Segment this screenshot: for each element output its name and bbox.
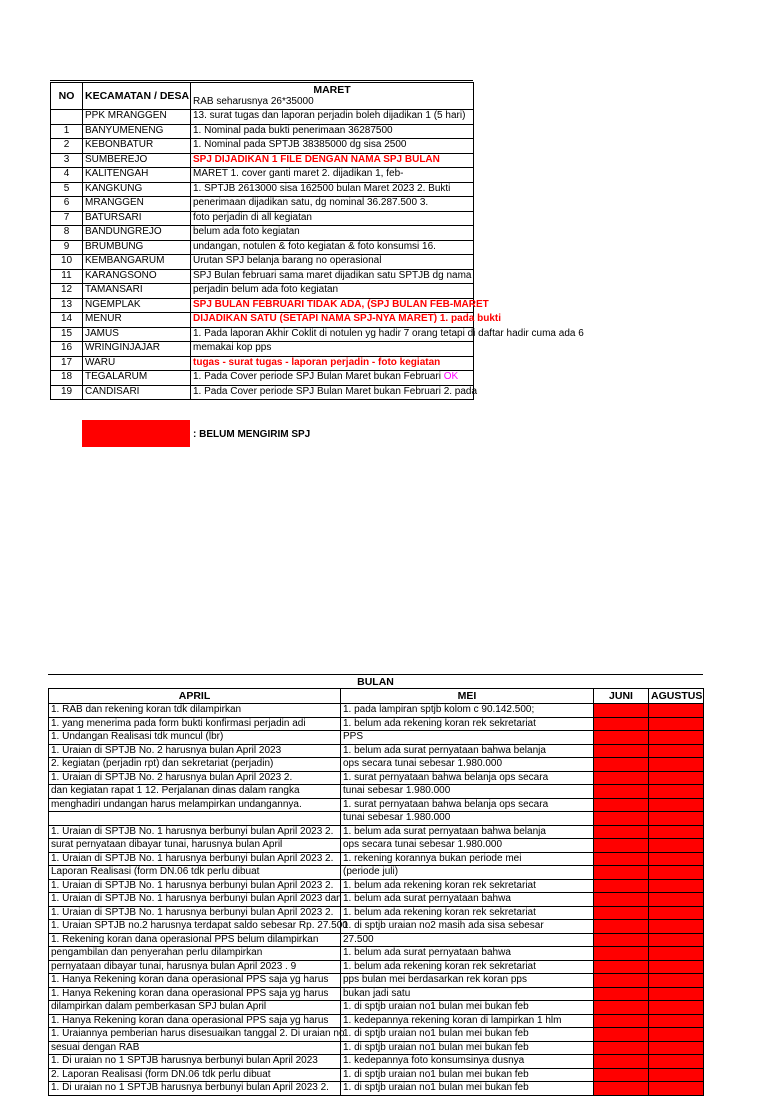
mei-note: 1. belum ada surat pernyataan bahwa belanja — [341, 744, 594, 758]
table-row — [49, 1068, 704, 1082]
maret-note — [191, 211, 474, 226]
maret-note — [191, 255, 474, 270]
april-note: dilampirkan dalam pemberkasan SPJ bulan April — [49, 1001, 341, 1015]
table-row — [51, 356, 474, 371]
agustus-status-cell — [649, 960, 704, 974]
mei-note: 1. belum ada surat pernyataan bahwa — [341, 893, 594, 907]
maret-note-text: penerimaan dijadikan satu, dg nominal 36.287.500 3. — [193, 197, 429, 208]
row-number: 9 — [51, 240, 83, 255]
mei-note: 1. surat pernyataan bahwa belanja ops secara — [341, 771, 594, 785]
juni-status-cell — [594, 1068, 649, 1082]
row-number: 3 — [51, 153, 83, 168]
table-row — [49, 798, 704, 812]
legend-swatch — [82, 420, 190, 447]
maret-note — [191, 284, 474, 299]
april-note: 1. Di uraian no 1 SPTJB harusnya berbunyi bulan April 2023 — [49, 1055, 341, 1069]
juni-status-cell — [594, 920, 649, 934]
juni-status-cell — [594, 758, 649, 772]
april-note: 1. Rekening koran dana operasional PPS belum dilampirkan — [49, 933, 341, 947]
agustus-status-cell — [649, 974, 704, 988]
ok-mark: OK — [443, 371, 459, 382]
agustus-status-cell — [649, 785, 704, 799]
maret-note-text: SPJ Bulan februari sama maret dijadikan satu SPTJB dg nama — [193, 269, 472, 281]
table-row — [49, 933, 704, 947]
table-row — [51, 197, 474, 212]
table-row — [51, 255, 474, 270]
maret-note-text: perjadin belum ada foto kegiatan — [193, 284, 339, 295]
maret-note-text: memakai kop pps — [193, 342, 272, 353]
mei-note: bukan jadi satu — [341, 987, 594, 1001]
header-kecamatan: KECAMATAN / DESA — [83, 83, 191, 110]
maret-note — [191, 327, 584, 342]
juni-status-cell — [594, 731, 649, 745]
table-row — [51, 182, 474, 197]
mei-note: tunai sebesar 1.980.000 — [341, 812, 594, 826]
maret-note — [191, 356, 474, 371]
juni-status-cell — [594, 825, 649, 839]
table-row — [49, 825, 704, 839]
juni-status-cell — [594, 960, 649, 974]
april-note: 1. Hanya Rekening koran dana operasional PPS saja yg harus — [49, 987, 341, 1001]
maret-note — [191, 226, 474, 241]
table-row — [49, 974, 704, 988]
mei-note: 1. pada lampiran sptjb kolom c 90.142.500; — [341, 704, 594, 718]
mei-note: 1. di sptjb uraian no2 masih ada sisa sebesar — [341, 920, 594, 934]
april-note: dan kegiatan rapat 1 12. Perjalanan dinas dalam rangka — [49, 785, 341, 799]
mei-note: 1. kedepannya rekening koran di lampirkan 1 hlm — [341, 1014, 594, 1028]
maret-note-text: Urutan SPJ belanja barang no operasional — [193, 255, 382, 266]
mei-note: PPS — [341, 731, 594, 745]
spj-maret-table — [50, 82, 584, 400]
table-row — [51, 313, 474, 328]
header-maret: MARET — [191, 83, 474, 97]
mei-note: 1. belum ada rekening koran rek sekretariat — [341, 960, 594, 974]
table-row — [49, 785, 704, 799]
maret-note — [191, 124, 474, 139]
juni-status-cell — [594, 1014, 649, 1028]
table-row — [49, 852, 704, 866]
maret-note — [191, 298, 489, 313]
mei-note: 1. rekening korannya bukan periode mei — [341, 852, 594, 866]
agustus-status-cell — [649, 920, 704, 934]
table-row — [51, 124, 474, 139]
mei-note: 1. di sptjb uraian no1 bulan mei bukan feb — [341, 1028, 594, 1042]
maret-note-text: 1. Pada Cover periode SPJ Bulan Maret bukan Februari — [193, 371, 441, 382]
april-note: 1. Uraian di SPTJB No. 1 harusnya berbunyi bulan April 2023 2. — [49, 852, 341, 866]
maret-note — [191, 385, 478, 400]
table-row — [51, 226, 474, 241]
april-note: 1. RAB dan rekening koran tdk dilampirkan — [49, 704, 341, 718]
mei-note: 1. belum ada rekening koran rek sekretariat — [341, 906, 594, 920]
mei-note: 1. belum ada surat pernyataan bahwa — [341, 947, 594, 961]
maret-note — [191, 269, 474, 284]
table-row — [51, 385, 474, 400]
april-note: 1. Di uraian no 1 SPTJB harusnya berbunyi bulan April 2023 2. — [49, 1082, 341, 1096]
row-number: 13 — [51, 298, 83, 313]
maret-note — [191, 371, 474, 386]
mei-note: 1. di sptjb uraian no1 bulan mei bukan feb — [341, 1001, 594, 1015]
april-note: 2. Laporan Realisasi (form DN.06 tdk perlu dibuat — [49, 1068, 341, 1082]
maret-note — [191, 313, 501, 328]
juni-status-cell — [594, 1028, 649, 1042]
header-no: NO — [51, 83, 83, 110]
agustus-status-cell — [649, 1082, 704, 1096]
row-number: 7 — [51, 211, 83, 226]
juni-status-cell — [594, 717, 649, 731]
legend-label: : BELUM MENGIRIM SPJ — [193, 429, 311, 440]
agustus-status-cell — [649, 839, 704, 853]
juni-status-cell — [594, 785, 649, 799]
april-note: 1. Uraian di SPTJB No. 1 harusnya berbunyi bulan April 2023 dan — [49, 893, 341, 907]
juni-status-cell — [594, 852, 649, 866]
maret-note — [191, 342, 474, 357]
table-row — [49, 920, 704, 934]
table-row — [49, 839, 704, 853]
juni-status-cell — [594, 933, 649, 947]
agustus-status-cell — [649, 1028, 704, 1042]
table-row — [49, 744, 704, 758]
table-row — [51, 342, 474, 357]
juni-status-cell — [594, 744, 649, 758]
april-note: 1. Uraian di SPTJB No. 1 harusnya berbunyi bulan April 2023 2. — [49, 906, 341, 920]
agustus-status-cell — [649, 906, 704, 920]
table-row — [51, 284, 474, 299]
mei-note: 1. kedepannya foto konsumsinya dusnya — [341, 1055, 594, 1069]
juni-status-cell — [594, 987, 649, 1001]
april-note: 1. yang menerima pada form bukti konfirmasi perjadin adi — [49, 717, 341, 731]
juni-status-cell — [594, 879, 649, 893]
kecamatan-name: KALITENGAH — [83, 168, 191, 183]
juni-status-cell — [594, 771, 649, 785]
maret-note-text: 1. Nominal pada bukti penerimaan 36287500 — [193, 124, 393, 136]
maret-note — [191, 240, 474, 255]
table-row — [51, 298, 474, 313]
maret-note-text: 1. Pada laporan Akhir Coklit di notulen yg hadir 7 orang tetapi di daftar hadir cuma ada 6 — [193, 327, 584, 339]
maret-note-text: DIJADIKAN SATU (SETAPI NAMA SPJ-NYA MARET) 1. pada bukti — [193, 313, 501, 324]
kecamatan-name: NGEMPLAK — [83, 298, 191, 313]
maret-note-text: SPJ DIJADIKAN 1 FILE DENGAN NAMA SPJ BULAN — [193, 153, 440, 165]
mei-note: (periode juli) — [341, 866, 594, 880]
maret-note-text: undangan, notulen & foto kegiatan & foto konsumsi 16. — [193, 240, 436, 252]
row-number: 19 — [51, 385, 83, 400]
agustus-status-cell — [649, 1068, 704, 1082]
juni-status-cell — [594, 798, 649, 812]
maret-note-text: MARET 1. cover ganti maret 2. dijadikan 1, feb- — [193, 168, 404, 179]
juni-status-cell — [594, 1041, 649, 1055]
april-note: 1. Undangan Realisasi tdk muncul (lbr) — [49, 731, 341, 745]
april-note: menghadiri undangan harus melampirkan undangannya. — [49, 798, 341, 812]
agustus-status-cell — [649, 704, 704, 718]
agustus-status-cell — [649, 1055, 704, 1069]
header-mei: MEI — [341, 689, 594, 704]
table-row — [49, 893, 704, 907]
table-row — [49, 987, 704, 1001]
row-number: 5 — [51, 182, 83, 197]
agustus-status-cell — [649, 717, 704, 731]
kecamatan-name: KANGKUNG — [83, 182, 191, 197]
agustus-status-cell — [649, 825, 704, 839]
table-row — [51, 240, 474, 255]
mei-note: ops secara tunai sebesar 1.980.000 — [341, 839, 594, 853]
april-note: 1. Hanya Rekening koran dana operasional PPS saja yg harus — [49, 1014, 341, 1028]
table-row — [51, 327, 474, 342]
row-number: 17 — [51, 356, 83, 371]
maret-note-text: 1. Pada Cover periode SPJ Bulan Maret bukan Februari 2. pada — [193, 385, 478, 397]
juni-status-cell — [594, 893, 649, 907]
mei-note: 1. di sptjb uraian no1 bulan mei bukan feb — [341, 1068, 594, 1082]
agustus-status-cell — [649, 1041, 704, 1055]
maret-note — [191, 139, 474, 154]
juni-status-cell — [594, 1082, 649, 1096]
kecamatan-name: BRUMBUNG — [83, 240, 191, 255]
agustus-status-cell — [649, 812, 704, 826]
mei-note: 1. belum ada surat pernyataan bahwa belanja — [341, 825, 594, 839]
table-row — [49, 1055, 704, 1069]
agustus-status-cell — [649, 1001, 704, 1015]
table-row — [51, 269, 474, 284]
row-number: 18 — [51, 371, 83, 386]
table-row — [49, 731, 704, 745]
april-note: 1. Uraian di SPTJB No. 2 harusnya bulan April 2023 — [49, 744, 341, 758]
row-number: 4 — [51, 168, 83, 183]
kecamatan-name: MENUR — [83, 313, 191, 328]
juni-status-cell — [594, 812, 649, 826]
april-note: Laporan Realisasi (form DN.06 tdk perlu dibuat — [49, 866, 341, 880]
maret-note-text: 1. Nominal pada SPTJB 38385000 dg sisa 2500 — [193, 139, 407, 150]
juni-status-cell — [594, 1055, 649, 1069]
table-row — [49, 704, 704, 718]
table-row — [49, 812, 704, 826]
agustus-status-cell — [649, 947, 704, 961]
row-number: 16 — [51, 342, 83, 357]
maret-note — [191, 168, 474, 183]
agustus-status-cell — [649, 1014, 704, 1028]
row-number: 10 — [51, 255, 83, 270]
mei-note: tunai sebesar 1.980.000 — [341, 785, 594, 799]
april-note: sesuai dengan RAB — [49, 1041, 341, 1055]
kecamatan-name: BANDUNGREJO — [83, 226, 191, 241]
table-row — [49, 960, 704, 974]
kecamatan-name: KARANGSONO — [83, 269, 191, 284]
kecamatan-name: BATURSARI — [83, 211, 191, 226]
agustus-status-cell — [649, 744, 704, 758]
kecamatan-name: JAMUS — [83, 327, 191, 342]
table-row — [49, 1082, 704, 1096]
juni-status-cell — [594, 839, 649, 853]
april-note — [49, 812, 341, 826]
maret-note-text: 1. SPTJB 2613000 sisa 162500 bulan Maret 2023 2. Bukti — [193, 182, 451, 194]
mei-note: 1. surat pernyataan bahwa belanja ops secara — [341, 798, 594, 812]
april-note: pengambilan dan penyerahan perlu dilampirkan — [49, 947, 341, 961]
kecamatan-name: TEGALARUM — [83, 371, 191, 386]
table-row — [49, 1028, 704, 1042]
header-april: APRIL — [49, 689, 341, 704]
rab-note: RAB seharusnya 26*35000 — [191, 96, 474, 110]
maret-note — [191, 153, 474, 168]
april-note: 1. Uraian di SPTJB No. 2 harusnya bulan April 2023 2. — [49, 771, 341, 785]
table-row — [51, 371, 474, 386]
mei-note: 1. belum ada rekening koran rek sekretariat — [341, 879, 594, 893]
agustus-status-cell — [649, 893, 704, 907]
juni-status-cell — [594, 906, 649, 920]
juni-status-cell — [594, 974, 649, 988]
kecamatan-name: PPK MRANGGEN — [83, 110, 191, 125]
row-number: 2 — [51, 139, 83, 154]
maret-note — [191, 182, 474, 197]
agustus-status-cell — [649, 933, 704, 947]
spj-bulan-table — [48, 688, 704, 1096]
table-row — [49, 771, 704, 785]
maret-note-text: SPJ BULAN FEBRUARI TIDAK ADA, (SPJ BULAN FEB-MARET — [193, 298, 489, 310]
table-row — [49, 906, 704, 920]
table-row — [51, 168, 474, 183]
maret-note-text: tugas - surat tugas - laporan perjadin - foto kegiatan — [193, 356, 441, 368]
row-number: 6 — [51, 197, 83, 212]
mei-note: 1. di sptjb uraian no1 bulan mei bukan feb — [341, 1041, 594, 1055]
row-number: 11 — [51, 269, 83, 284]
table-row — [51, 110, 474, 125]
kecamatan-name: KEMBANGARUM — [83, 255, 191, 270]
agustus-status-cell — [649, 879, 704, 893]
april-note: 1. Uraiannya pemberian harus disesuaikan tanggal 2. Di uraian no — [49, 1028, 341, 1042]
april-note: 1. Uraian di SPTJB No. 1 harusnya berbunyi bulan April 2023 2. — [49, 825, 341, 839]
kecamatan-name: BANYUMENENG — [83, 124, 191, 139]
maret-note-text: foto perjadin di all kegiatan — [193, 211, 312, 223]
header-agustus: AGUSTUS — [649, 689, 704, 704]
april-note: 1. Uraian di SPTJB No. 1 harusnya berbunyi bulan April 2023 2. — [49, 879, 341, 893]
april-note: pernyataan dibayar tunai, harusnya bulan April 2023 . 9 — [49, 960, 341, 974]
bulan-rule — [48, 674, 703, 675]
mei-note: 1. di sptjb uraian no1 bulan mei bukan feb — [341, 1082, 594, 1096]
table-row — [49, 717, 704, 731]
april-note: surat pernyataan dibayar tunai, harusnya bulan April — [49, 839, 341, 853]
agustus-status-cell — [649, 731, 704, 745]
row-number: 14 — [51, 313, 83, 328]
kecamatan-name: CANDISARI — [83, 385, 191, 400]
table-row — [49, 866, 704, 880]
juni-status-cell — [594, 947, 649, 961]
table-row — [51, 139, 474, 154]
header-juni: JUNI — [594, 689, 649, 704]
row-number: 1 — [51, 124, 83, 139]
kecamatan-name: WRINGINJAJAR — [83, 342, 191, 357]
table-row — [51, 153, 474, 168]
table-row — [49, 879, 704, 893]
maret-note-text: belum ada foto kegiatan — [193, 226, 300, 237]
table-row — [49, 1001, 704, 1015]
kecamatan-name: KEBONBATUR — [83, 139, 191, 154]
maret-note-text: 13. surat tugas dan laporan perjadin boleh dijadikan 1 (5 hari) — [193, 110, 466, 121]
top-rule — [50, 80, 473, 81]
agustus-status-cell — [649, 866, 704, 880]
maret-note — [191, 110, 474, 125]
table-row — [49, 1014, 704, 1028]
agustus-status-cell — [649, 852, 704, 866]
april-note: 2. kegiatan (perjadin rpt) dan sekretariat (perjadin) — [49, 758, 341, 772]
april-note: 1. Uraian SPTJB no.2 harusnya terdapat saldo sebesar Rp. 27.500 — [49, 920, 341, 934]
agustus-status-cell — [649, 798, 704, 812]
juni-status-cell — [594, 866, 649, 880]
bulan-title: BULAN — [357, 676, 394, 688]
kecamatan-name: SUMBEREJO — [83, 153, 191, 168]
mei-note: ops secara tunai sebesar 1.980.000 — [341, 758, 594, 772]
kecamatan-name: WARU — [83, 356, 191, 371]
table-row — [49, 758, 704, 772]
kecamatan-name: MRANGGEN — [83, 197, 191, 212]
agustus-status-cell — [649, 987, 704, 1001]
table-row — [49, 1041, 704, 1055]
row-number: 12 — [51, 284, 83, 299]
row-number: 8 — [51, 226, 83, 241]
row-number — [51, 110, 83, 125]
table-row — [51, 211, 474, 226]
agustus-status-cell — [649, 771, 704, 785]
juni-status-cell — [594, 704, 649, 718]
maret-note — [191, 197, 474, 212]
row-number: 15 — [51, 327, 83, 342]
juni-status-cell — [594, 1001, 649, 1015]
mei-note: pps bulan mei berdasarkan rek koran pps — [341, 974, 594, 988]
table-row — [49, 947, 704, 961]
kecamatan-name: TAMANSARI — [83, 284, 191, 299]
april-note: 1. Hanya Rekening koran dana operasional PPS saja yg harus — [49, 974, 341, 988]
agustus-status-cell — [649, 758, 704, 772]
mei-note: 27.500 — [341, 933, 594, 947]
mei-note: 1. belum ada rekening koran rek sekretariat — [341, 717, 594, 731]
